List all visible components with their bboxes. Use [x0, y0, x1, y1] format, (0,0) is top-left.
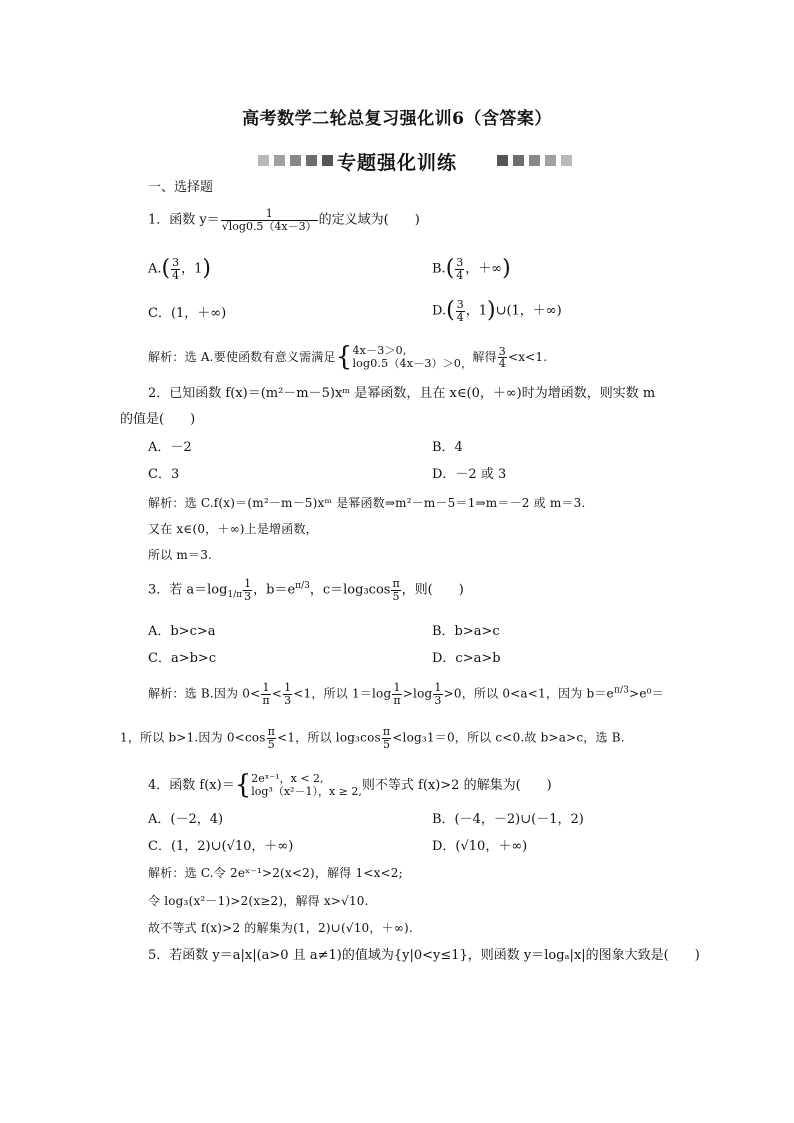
frac-num: 1	[284, 681, 292, 694]
q2-option-a[interactable]: A．－2	[148, 440, 192, 455]
solution-text: <x<1.	[507, 350, 548, 365]
question-4: 4．函数 f(x)＝{ 2eˣ⁻¹，x < 2, log³（x²－1），x ≥ 2, 则不等式 f(x)>2 的解集为( )	[148, 770, 552, 800]
page-title: 高考数学二轮总复习强化训6（含答案）	[242, 109, 552, 129]
question-2: 2．已知函数 f(x)＝(m²－m－5)xᵐ 是幂函数，且在 x∈(0，＋∞)时为增函数，则实数 m	[148, 386, 656, 401]
q4-text: 则不等式 f(x)>2 的解集为( )	[361, 778, 552, 794]
frac-den: 5	[392, 589, 400, 603]
solution-exponent: π/3	[613, 685, 630, 696]
solution-text: <	[271, 686, 283, 701]
q2-option-c[interactable]: C．3	[148, 467, 180, 482]
option-fraction	[456, 299, 465, 323]
frac-num: 1	[244, 577, 252, 590]
q1-suffix: 的定义域为( )	[318, 212, 420, 228]
q1-option-a[interactable]: A.( $\frac{3}{4}$ ，1)	[148, 256, 211, 282]
q4-option-c[interactable]: C．(1，2)∪(√10，＋∞)	[148, 839, 294, 854]
q4-solution-2: 令 log₃(x²－1)>2(x≥2)，解得 x>√10.	[148, 894, 369, 908]
frac-den: π	[393, 693, 401, 707]
q1-frac-den: √log0.5（4x－3）	[221, 219, 317, 233]
banner-square	[545, 155, 556, 166]
q2-solution-1: 解析：选 C.f(x)＝(m²－m－5)xᵐ 是幂函数⇒m²－m－5＝1⇒m＝－2 或 m＝3.	[148, 496, 586, 510]
frac-num: 3	[456, 298, 464, 312]
frac-den: 4	[172, 268, 180, 282]
q4-text: 4．函数 f(x)＝	[148, 778, 235, 794]
banner-square	[513, 155, 524, 166]
frac-den: 3	[434, 693, 442, 707]
q3-fraction	[391, 578, 400, 602]
frac-den: 3	[244, 589, 252, 603]
q1-solution: 解析：选 A.要使函数有意义需满足{ 4x－3＞0, log0.5（4x－3）＞0， 解得 $\frac{3}{4}$ <x<1.	[148, 342, 548, 372]
solution-text: <1，所以 1＝log	[293, 686, 392, 701]
q3-option-a[interactable]: A．b>c>a	[148, 624, 216, 639]
q1-option-b[interactable]: B.( $\frac{3}{4}$ ，＋∞)	[432, 256, 511, 282]
system-line: log0.5（4x－3）＞0，	[352, 356, 473, 370]
solution-fraction	[261, 682, 270, 706]
section-heading: 一、选择题	[148, 180, 214, 195]
frac-num: 1	[434, 681, 442, 694]
q4-piecewise	[251, 773, 362, 798]
banner-square	[497, 155, 508, 166]
option-fraction	[171, 257, 180, 281]
q2-solution-2: 又在 x∈(0，＋∞)上是增函数，	[148, 522, 318, 536]
q4-option-b[interactable]: B．(－4，－2)∪(－1，2)	[432, 812, 584, 827]
question-1	[148, 208, 420, 232]
piecewise-line: 2eˣ⁻¹，x < 2,	[251, 771, 324, 785]
solution-text: >e⁰＝	[629, 686, 664, 701]
solution-text: 解析：选 A.要使函数有意义需满足	[148, 350, 336, 365]
option-label: B.	[432, 261, 446, 277]
banner-title: 专题强化训练	[336, 152, 457, 174]
system-line: 4x－3＞0,	[352, 343, 407, 357]
q2-solution-3: 所以 m＝3.	[148, 548, 213, 562]
q4-option-d[interactable]: D．(√10，＋∞)	[432, 839, 528, 854]
frac-num: 3	[498, 344, 506, 358]
frac-num: 1	[393, 681, 401, 694]
frac-num: 1	[262, 681, 270, 694]
solution-fraction	[382, 726, 391, 750]
q1-fraction	[221, 208, 318, 232]
q2-option-d[interactable]: D．－2 或 3	[432, 467, 507, 482]
q3-text: ，b＝e	[253, 582, 296, 598]
option-fraction	[455, 257, 464, 281]
section-banner	[0, 146, 794, 176]
q3-solution-2	[120, 726, 625, 750]
frac-den: 4	[456, 310, 464, 324]
question-5: 5．若函数 y＝a|x|(a>0 且 a≠1)的值域为{y|0<y≤1}，则函数 y＝logₐ|x|的图象大致是( )	[148, 948, 700, 963]
frac-num: 3	[456, 256, 464, 270]
q2-option-b[interactable]: B．4	[432, 440, 463, 455]
frac-num: π	[267, 725, 276, 738]
solution-text: 解析：选 B.因为 0<	[148, 686, 261, 701]
frac-den: 5	[267, 737, 275, 751]
option-label: A.	[148, 261, 162, 277]
q3-option-c[interactable]: C．a>b>c	[148, 651, 217, 666]
solution-text: <1，所以 log₃cos	[277, 730, 381, 745]
frac-den: 5	[382, 737, 391, 751]
q4-solution-3: 故不等式 f(x)>2 的解集为(1，2)∪(√10，＋∞).	[148, 921, 413, 935]
q1-frac-num: 1	[221, 208, 318, 221]
solution-fraction	[267, 726, 276, 750]
piecewise-line: log³（x²－1），x ≥ 2,	[251, 784, 362, 798]
option-label: D.	[432, 303, 447, 319]
frac-den: 4	[456, 268, 464, 282]
q3-text: ，c＝log₃cos	[309, 582, 391, 598]
q3-text: ，则( )	[401, 582, 464, 598]
q1-option-d[interactable]: D.( $\frac{3}{4}$ ，1)∪(1，＋∞)	[432, 298, 562, 324]
option-text: ，＋∞	[465, 261, 503, 277]
question-3	[148, 578, 464, 602]
solution-text: >log	[402, 686, 433, 701]
solution-fraction	[392, 682, 401, 706]
q4-option-a[interactable]: A．(－2，4)	[148, 812, 224, 827]
q3-text: 3．若 a＝log	[148, 582, 228, 598]
frac-den: 3	[284, 693, 292, 707]
question-2-cont: 的值是( )	[120, 412, 196, 427]
q1-prefix: 1．函数 y＝	[148, 212, 220, 228]
option-text: ，1	[465, 303, 487, 319]
q4-solution-1: 解析：选 C.令 2eˣ⁻¹>2(x<2)，解得 1<x<2;	[148, 866, 403, 880]
solution-text: <log₃1＝0，所以 c<0.故 b>a>c，选 B.	[392, 730, 625, 745]
q3-option-d[interactable]: D．c>a>b	[432, 651, 501, 666]
q3-exponent: π/3	[295, 581, 310, 592]
frac-num: π	[392, 577, 400, 590]
solution-fraction	[433, 682, 442, 706]
frac-den: π	[262, 693, 270, 707]
q3-log-base: 1/π	[227, 590, 243, 601]
option-text: ，1	[181, 261, 203, 277]
option-tail: ∪(1，＋∞)	[495, 303, 562, 319]
banner-square	[561, 155, 572, 166]
frac-num: 3	[172, 256, 180, 270]
solution-text: 解得	[472, 350, 497, 365]
frac-den: 4	[498, 357, 506, 371]
q3-solution-1	[148, 682, 664, 706]
solution-fraction	[498, 346, 507, 370]
banner-square	[529, 155, 540, 166]
solution-system	[352, 345, 472, 370]
frac-num: π	[382, 725, 391, 738]
solution-text: 1，所以 b>1.因为 0<cos	[120, 730, 266, 745]
q3-option-b[interactable]: B．b>a>c	[432, 624, 500, 639]
q3-fraction	[243, 578, 252, 602]
solution-fraction	[283, 682, 292, 706]
q1-option-c[interactable]: C．(1，＋∞)	[148, 306, 227, 321]
solution-text: >0，所以 0<a<1，因为 b＝e	[443, 686, 614, 701]
